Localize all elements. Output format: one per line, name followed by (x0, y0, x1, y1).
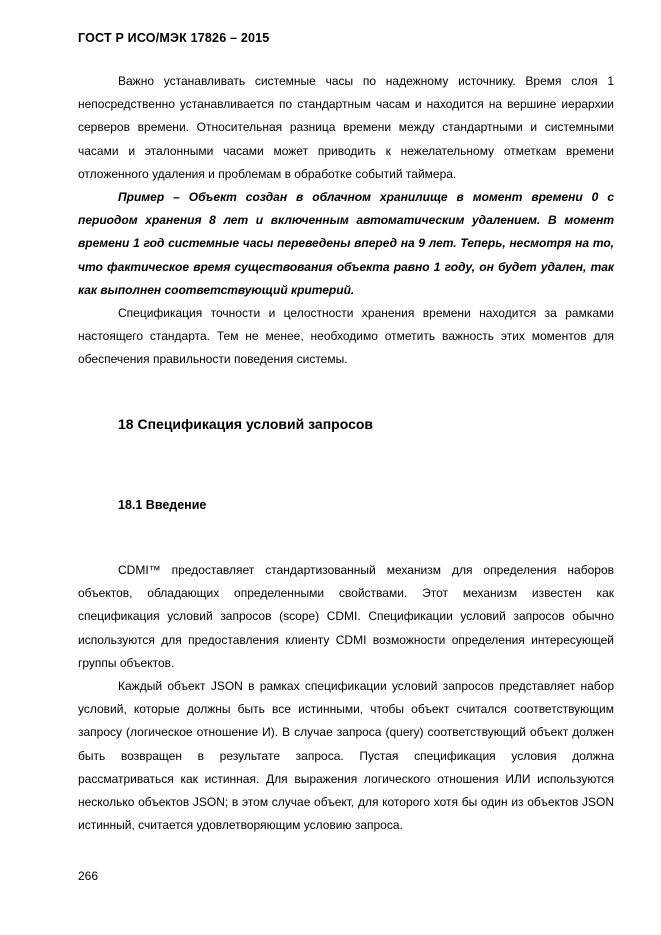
standard-header: ГОСТ Р ИСО/МЭК 17826 – 2015 (78, 31, 270, 45)
example-paragraph: Пример – Объект создан в облачном хранилище в момент времени 0 с периодом хранения 8 лет и включенным автоматическим удалением. В момент времени 1 год системные часы переведены вперед на 9 лет. Теперь, несмотря на то, что фактическое время существования объекта равно 1 году, он будет удален, так как выполнен соответствующий критерий. (78, 190, 614, 297)
section-18-text (78, 559, 614, 837)
section-17-text (78, 70, 614, 372)
paragraph-system-clock: Важно устанавливать системные часы по надежному источнику. Время слоя 1 непосредственно устанавливается по стандартным часам и находится на вершине иерархии серверов времени. Относительная разница времени между стандартными и системными часами и эталонными часами может приводить к нежелательному отметкам времени отложенного удаления и проблемам в обработке событий таймера. (78, 74, 614, 181)
page-number: 266 (78, 869, 99, 883)
paragraph-time-accuracy: Спецификация точности и целостности хранения времени находится за рамками настоящего стандарта. Тем не менее, необходимо отметить важность этих моментов для обеспечения правильности поведения системы. (78, 306, 614, 367)
subsection-heading: 18.1 Введение (118, 498, 207, 512)
section-heading: 18 Спецификация условий запросов (118, 416, 374, 432)
paragraph-json-scope: Каждый объект JSON в рамках спецификации условий запросов представляет набор условий, которые должны быть все истинными, чтобы объект считался соответствующим запросу (логическое отношение И). В случае запроса (query) соответствующий объект должен быть возвращен в результате запроса. Пустая спецификация условия должна рассматриваться как истинная. Для выражения логического отношения ИЛИ используются несколько объектов JSON; в этом случае объект, для которого хотя бы один из объектов JSON истинный, считается удовлетворяющим условию запроса. (78, 679, 614, 833)
paragraph-cdmi-intro: CDMI™ предоставляет стандартизованный механизм для определения наборов объектов, обладающих определенными свойствами. Этот механизм известен как спецификация условий запросов (scope) CDMI. Спецификации условий запросов обычно используются для предоставления клиенту CDMI возможности определения интересующей группы объектов. (78, 563, 614, 670)
